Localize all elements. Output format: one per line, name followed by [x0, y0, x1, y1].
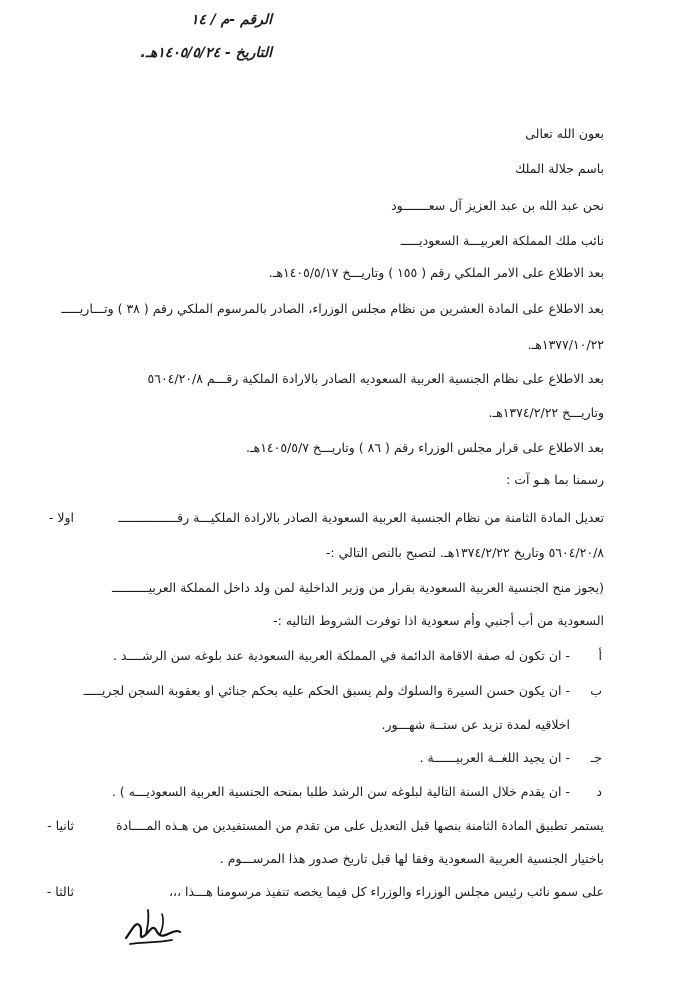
preamble-line-5: وتاريـــخ ١٣٧٤/٢/٢٢هـ.	[488, 405, 604, 420]
condition-b-marker: ب	[590, 683, 602, 698]
condition-d-text: - ان يقدم خلال السنة التالية لبلوغه سن الرشد طلبا بمنحه الجنسية العربية السعوديـــه ) .	[111, 784, 570, 799]
article-first-line-2: ٥٦٠٤/٢٠/٨ وتاريخ ١٣٧٤/٢/٢٢هـ. لتصبح بالنص التالي :-	[325, 545, 604, 560]
preamble-line-2: بعد الاطلاع على المادة العشرين من نظام مجلس الوزراء، الصادر بالمرسوم الملكي رقم ( ٣٨ ) وتـــاريـــــ	[61, 301, 604, 316]
condition-b-text-cont: اخلاقيه لمدة تزيد عن ستــة شهـــور.	[381, 717, 570, 732]
article-first-line-1: تعديل المادة الثامنة من نظام الجنسية العربية السعودية الصادر بالارادة الملكيـــة رقــــــــــــــــ	[118, 510, 604, 525]
article-first-line-3: (يجوز منح الجنسية العربية السعودية بقرار من وزير الداخلية لمن ولد داخل المملكة العربيــــــــــ	[112, 580, 604, 595]
article-second-line-1: يستمر تطبيق المادة الثامنة بنصها قبل التعديل على من تقدم من المستفيدين من هـذه المــــادة	[115, 818, 604, 833]
issuer-title: نائب ملك المملكة العربيـــة السعوديـــــ	[400, 233, 604, 248]
article-second-label: ثانيا -	[47, 818, 74, 833]
article-third-line-1: على سمو نائب رئيس مجلس الوزراء والوزراء كل فيما يخصه تنفيذ مرسومنا هـــذا ،،،	[168, 884, 604, 899]
condition-d-marker: د	[596, 784, 602, 799]
condition-a-text: - ان تكون له صفة الاقامة الدائمة في المملكة العربية السعودية عند بلوغه سن الرشــــد .	[112, 648, 570, 663]
condition-c-text: - ان يجيد اللغــة العربيــــــة .	[419, 750, 570, 765]
preamble-line-6: بعد الاطلاع على قرار مجلس الوزراء رقم ( ٨٦ ) وتاريـــخ ١٤٠٥/٥/٧هـ.	[245, 440, 604, 455]
royal-name-line: باسم جلالة الملك	[515, 161, 604, 176]
condition-b-text: - ان يكون حسن السيرة والسلوك ولم يسبق الحكم عليه بحكم جنائي او بعقوبة السجن لجريـــــ	[83, 683, 570, 698]
article-second-line-2: باختيار الجنسية العربية السعودية وفقا لها قبل تاريخ صدور هذا المرســـوم .	[219, 851, 604, 866]
condition-c-marker: جـ	[590, 750, 602, 765]
signature-mark	[122, 900, 182, 950]
issuer-name: نحن عبد الله بن عبد العزيز آل سعـــــــود	[391, 198, 604, 213]
preamble-line-4: بعد الاطلاع على نظام الجنسية العربية السعوديه الصادر بالارادة الملكية رقـــم ٥٦٠٤/٢٠/٨	[147, 371, 604, 386]
document-date: التاريخ - ١٤٠٥/٥/٢٤هـ.	[140, 45, 272, 61]
invocation-text: بعون الله تعالى	[525, 126, 604, 141]
reference-number: الرقم -م / ١٤	[190, 12, 272, 28]
article-third-label: ثالثا -	[46, 884, 74, 899]
preamble-line-3: ١٣٧٧/١٠/٢٢هـ.	[527, 337, 604, 352]
preamble-line-1: بعد الاطلاع على الامر الملكي رقم ( ١٥٥ ) وتاريـــخ ١٤٠٥/٥/١٧هـ.	[268, 265, 604, 280]
condition-a-marker: أ	[598, 648, 602, 663]
article-first-line-4: السعودية من أب أجنبي وأم سعودية اذا توفرت الشروط التاليه :-	[273, 613, 604, 628]
decree-statement: رسمنا بما هـو آت :	[506, 472, 604, 487]
article-first-label: اولا -	[48, 510, 74, 525]
